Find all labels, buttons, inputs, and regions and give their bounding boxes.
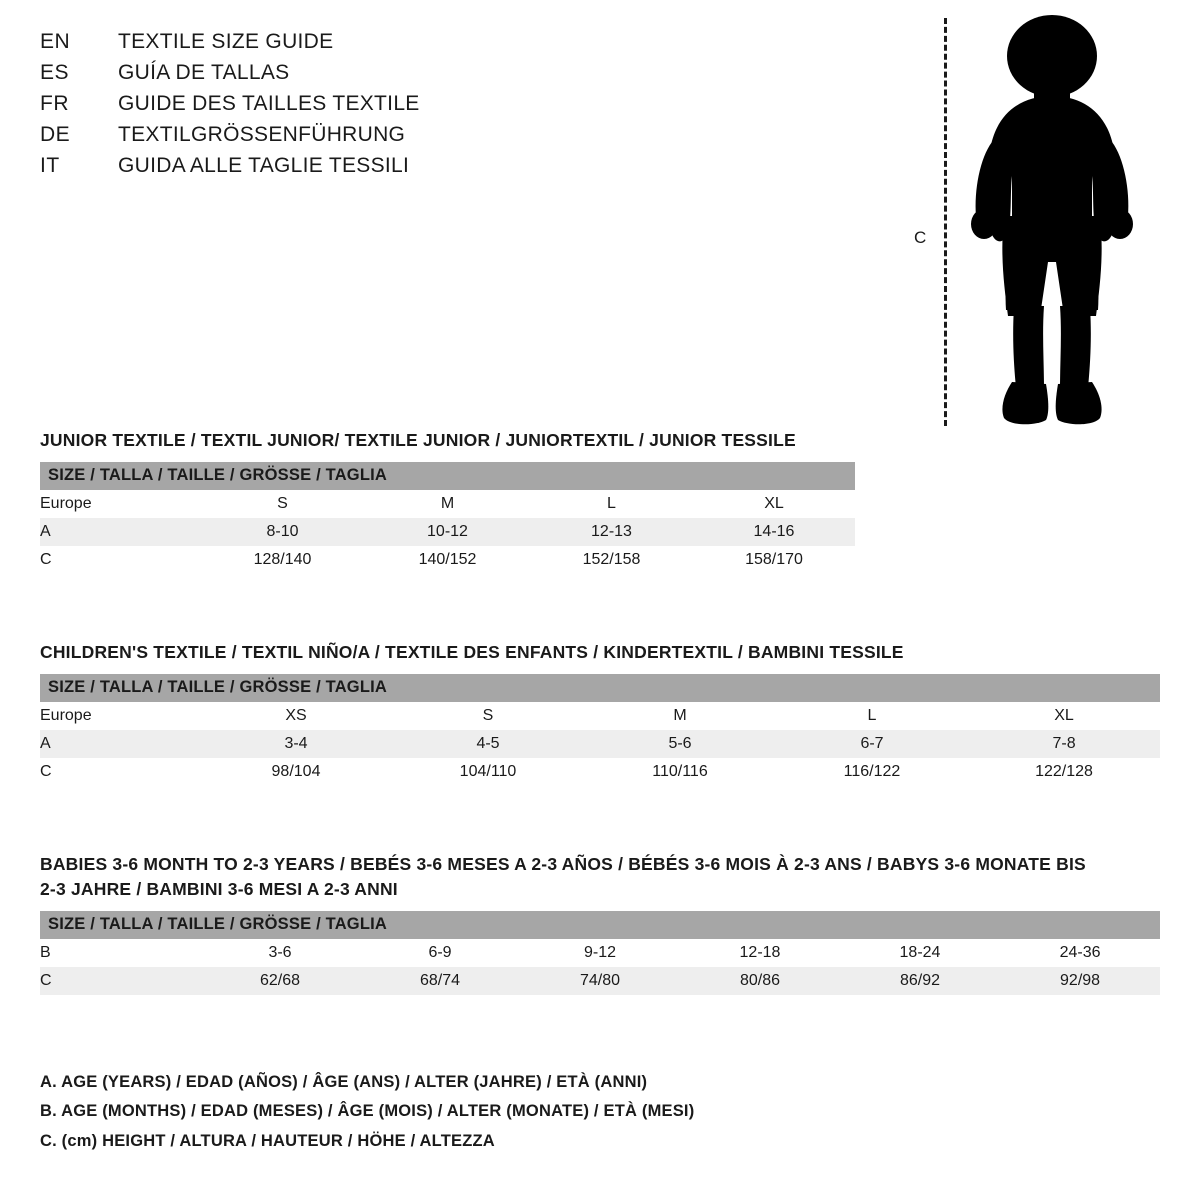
children-region-label: Europe (40, 702, 200, 730)
language-title-fr: GUIDE DES TAILLES TEXTILE (118, 92, 420, 115)
language-row-fr (40, 92, 600, 123)
height-measure-label: C (914, 228, 927, 247)
section-junior (40, 428, 855, 574)
babies-row-b-v5: 24-36 (1000, 939, 1160, 967)
language-title-it: GUIDA ALLE TAGLIE TESSILI (118, 154, 410, 177)
language-row-it (40, 154, 600, 185)
language-code-de: DE (40, 123, 71, 146)
babies-row-c-v5: 92/98 (1000, 967, 1160, 995)
babies-row-c-v3: 80/86 (680, 967, 840, 995)
child-silhouette-icon (952, 10, 1152, 430)
legend-line-c: C. (cm) HEIGHT / ALTURA / HAUTEUR / HÖHE / ALTEZZA (40, 1131, 495, 1150)
junior-size-xl: XL (693, 490, 855, 518)
language-header (40, 30, 600, 185)
height-dashed-line (944, 18, 947, 426)
table-header-row (40, 462, 855, 490)
junior-row-c-label: C (40, 546, 200, 574)
language-title-en: TEXTILE SIZE GUIDE (118, 30, 334, 53)
table-row (40, 967, 1160, 995)
babies-table-header-label: SIZE / TALLA / TAILLE / GRÖSSE / TAGLIA (40, 911, 1160, 939)
height-measure-diagram (900, 10, 1180, 430)
babies-row-b-v1: 6-9 (360, 939, 520, 967)
junior-row-c-v2: 152/158 (530, 546, 693, 574)
section-babies-title: BABIES 3-6 MONTH TO 2-3 YEARS / BEBÉS 3-6 MESES A 2-3 AÑOS / BÉBÉS 3-6 MOIS À 2-3 ANS / BABYS 3-6 MONATE BIS 2-3 JAHRE / BAMBINI 3-6 MESI A 2-3 ANNI (40, 854, 1086, 899)
table-row (40, 758, 1160, 786)
children-size-table (40, 674, 1160, 786)
children-size-xs: XS (200, 702, 392, 730)
children-row-a-v1: 4-5 (392, 730, 584, 758)
babies-row-c-v4: 86/92 (840, 967, 1000, 995)
junior-size-m: M (365, 490, 530, 518)
children-size-s: S (392, 702, 584, 730)
table-row (40, 702, 1160, 730)
legend-line-a: A. AGE (YEARS) / EDAD (AÑOS) / ÂGE (ANS) / ALTER (JAHRE) / ETÀ (ANNI) (40, 1073, 648, 1091)
junior-row-c-v3: 158/170 (693, 546, 855, 574)
children-row-a-label: A (40, 730, 200, 758)
babies-row-c-label: C (40, 967, 200, 995)
children-row-c-v0: 98/104 (200, 758, 392, 786)
babies-row-c-v1: 68/74 (360, 967, 520, 995)
junior-size-s: S (200, 490, 365, 518)
language-row-en (40, 30, 600, 61)
junior-row-a-label: A (40, 518, 200, 546)
junior-size-l: L (530, 490, 693, 518)
children-row-a-v2: 5-6 (584, 730, 776, 758)
children-row-c-v3: 116/122 (776, 758, 968, 786)
babies-row-b-v4: 18-24 (840, 939, 1000, 967)
table-header-row (40, 674, 1160, 702)
children-size-l: L (776, 702, 968, 730)
language-code-es: ES (40, 61, 70, 84)
language-title-es: GUÍA DE TALLAS (118, 61, 290, 84)
table-row (40, 939, 1160, 967)
children-row-c-v4: 122/128 (968, 758, 1160, 786)
section-children-title: CHILDREN'S TEXTILE / TEXTIL NIÑO/A / TEXTILE DES ENFANTS / KINDERTEXTIL / BAMBINI TESSILE (40, 642, 904, 662)
section-junior-title: JUNIOR TEXTILE / TEXTIL JUNIOR/ TEXTILE JUNIOR / JUNIORTEXTIL / JUNIOR TESSILE (40, 430, 796, 450)
junior-row-a-v3: 14-16 (693, 518, 855, 546)
children-row-a-v0: 3-4 (200, 730, 392, 758)
babies-size-table (40, 911, 1160, 995)
table-row (40, 730, 1160, 758)
table-row (40, 518, 855, 546)
table-header-row (40, 911, 1160, 939)
language-code-it: IT (40, 154, 60, 177)
language-code-fr: FR (40, 92, 69, 115)
legend-line-b: B. AGE (MONTHS) / EDAD (MESES) / ÂGE (MOIS) / ALTER (MONATE) / ETÀ (MESI) (40, 1102, 695, 1121)
babies-row-b-label: B (40, 939, 200, 967)
section-children (40, 640, 1160, 786)
junior-table-header-label: SIZE / TALLA / TAILLE / GRÖSSE / TAGLIA (40, 462, 855, 490)
children-row-c-v1: 104/110 (392, 758, 584, 786)
junior-row-c-v0: 128/140 (200, 546, 365, 574)
junior-row-c-v1: 140/152 (365, 546, 530, 574)
table-row (40, 546, 855, 574)
babies-row-b-v3: 12-18 (680, 939, 840, 967)
babies-row-b-v0: 3-6 (200, 939, 360, 967)
section-babies (40, 852, 1160, 995)
babies-row-c-v2: 74/80 (520, 967, 680, 995)
language-code-en: EN (40, 30, 71, 53)
children-size-m: M (584, 702, 776, 730)
language-row-de (40, 123, 600, 154)
junior-size-table (40, 462, 855, 574)
junior-row-a-v2: 12-13 (530, 518, 693, 546)
children-row-c-v2: 110/116 (584, 758, 776, 786)
table-row (40, 490, 855, 518)
children-row-c-label: C (40, 758, 200, 786)
junior-region-label: Europe (40, 490, 200, 518)
junior-row-a-v1: 10-12 (365, 518, 530, 546)
legend (40, 1068, 940, 1156)
children-table-header-label: SIZE / TALLA / TAILLE / GRÖSSE / TAGLIA (40, 674, 1160, 702)
children-size-xl: XL (968, 702, 1160, 730)
babies-row-b-v2: 9-12 (520, 939, 680, 967)
children-row-a-v4: 7-8 (968, 730, 1160, 758)
language-row-es (40, 61, 600, 92)
language-title-de: TEXTILGRÖSSENFÜHRUNG (118, 123, 406, 146)
babies-row-c-v0: 62/68 (200, 967, 360, 995)
children-row-a-v3: 6-7 (776, 730, 968, 758)
junior-row-a-v0: 8-10 (200, 518, 365, 546)
